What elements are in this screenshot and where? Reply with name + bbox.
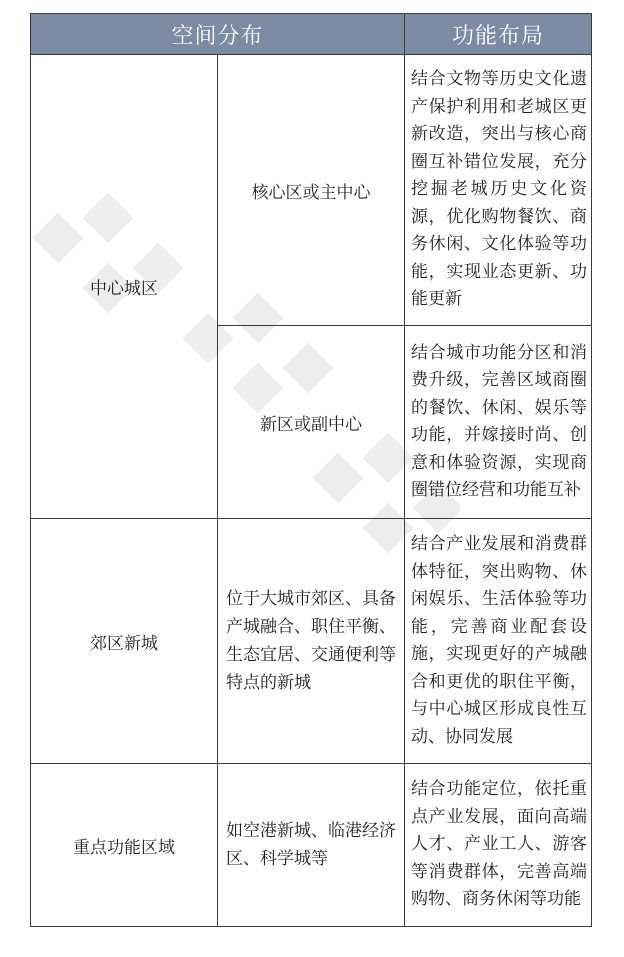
function-cell: 结合城市功能分区和消费升级，完善区域商圈的餐饮、休闲、娱乐等功能，并嫁接时尚、创意和体验资源，实现商圈错位经营和功能互补 bbox=[405, 326, 592, 519]
table-row bbox=[31, 55, 592, 326]
function-cell: 结合功能定位，依托重点产业发展，面向高端人才、产业工人、游客等消费群体，完善高端购物、商务休闲等功能 bbox=[405, 764, 592, 927]
zone-cell: 如空港新城、临港经济区、科学城等 bbox=[218, 764, 405, 927]
region-cell: 中心城区 bbox=[31, 55, 218, 519]
table-row bbox=[31, 764, 592, 927]
table-row bbox=[31, 519, 592, 764]
function-cell: 结合文物等历史文化遗产保护利用和老城区更新改造，突出与核心商圈互补错位发展，充分挖掘老城历史文化资源，优化购物餐饮、商务休闲、文化体验等功能，实现业态更新、功能更新 bbox=[405, 55, 592, 326]
header-function-layout: 功能布局 bbox=[405, 14, 592, 55]
zone-cell: 新区或副中心 bbox=[218, 326, 405, 519]
zone-cell: 核心区或主中心 bbox=[218, 55, 405, 326]
region-cell: 郊区新城 bbox=[31, 519, 218, 764]
header-spatial-distribution: 空间分布 bbox=[31, 14, 405, 55]
spatial-function-table bbox=[30, 13, 592, 927]
table-header-row bbox=[31, 14, 592, 55]
zone-cell: 位于大城市郊区、具备产城融合、职住平衡、生态宜居、交通便利等特点的新城 bbox=[218, 519, 405, 764]
function-cell: 结合产业发展和消费群体特征，突出购物、休闲娱乐、生活体验等功能，完善商业配套设施，实现更好的产城融合和更优的职住平衡，与中心城区形成良性互动、协同发展 bbox=[405, 519, 592, 764]
region-cell: 重点功能区域 bbox=[31, 764, 218, 927]
